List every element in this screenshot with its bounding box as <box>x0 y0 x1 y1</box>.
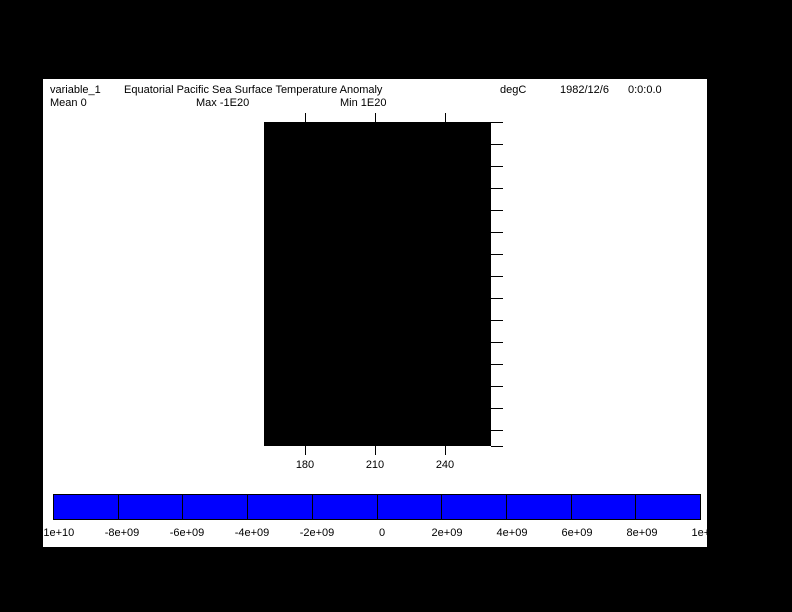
colorbar-label: 8e+09 <box>626 527 658 539</box>
x-axis-tick-top <box>375 113 376 122</box>
x-axis-tick-top <box>445 113 446 122</box>
colorbar-cell <box>572 495 637 519</box>
y-axis-tick <box>491 342 503 343</box>
x-axis-label-180: 180 <box>295 459 315 471</box>
y-axis-tick <box>491 408 503 409</box>
x-axis-tick-bottom <box>445 446 446 455</box>
colorbar-tick-labels <box>39 527 723 541</box>
colorbar-cell <box>119 495 184 519</box>
y-axis-tick <box>491 320 503 321</box>
variable-name-label: variable_1 <box>50 84 101 96</box>
colorbar-cell <box>248 495 313 519</box>
colorbar-label: 6e+09 <box>561 527 593 539</box>
date-label: 1982/12/6 <box>560 84 609 96</box>
colorbar-label: -6e+09 <box>169 527 205 539</box>
colorbar-cell <box>636 495 700 519</box>
y-axis-tick <box>491 298 503 299</box>
colorbar-label: -8e+09 <box>104 527 140 539</box>
mean-stat-label: Mean 0 <box>50 97 87 109</box>
y-axis-tick <box>491 446 503 447</box>
colorbar <box>53 494 701 520</box>
y-axis-tick <box>491 232 503 233</box>
x-axis-label-210: 210 <box>365 459 385 471</box>
y-axis-tick <box>491 166 503 167</box>
colorbar-cell <box>183 495 248 519</box>
colorbar-cell <box>313 495 378 519</box>
y-axis-tick <box>491 188 503 189</box>
data-field-panel <box>264 122 491 446</box>
y-axis-tick <box>491 254 503 255</box>
y-axis-tick <box>491 122 503 123</box>
y-axis-tick <box>491 430 503 431</box>
colorbar-label: -4e+09 <box>234 527 270 539</box>
colorbar-label: 0 <box>378 527 386 539</box>
x-axis-label-240: 240 <box>435 459 455 471</box>
colorbar-cell <box>54 495 119 519</box>
y-axis-tick <box>491 144 503 145</box>
colorbar-label: -2e+09 <box>299 527 335 539</box>
colorbar-label: 4e+09 <box>496 527 528 539</box>
x-axis-tick-bottom <box>375 446 376 455</box>
colorbar-cell <box>442 495 507 519</box>
colorbar-label: 2e+09 <box>431 527 463 539</box>
y-axis-tick <box>491 386 503 387</box>
colorbar-cell <box>378 495 443 519</box>
time-label: 0:0:0.0 <box>628 84 662 96</box>
colorbar-cell <box>507 495 572 519</box>
x-axis-tick-top <box>305 113 306 122</box>
colorbar-label: 1e+10 <box>691 527 723 539</box>
min-stat-label: Min 1E20 <box>340 97 387 109</box>
max-stat-label: Max -1E20 <box>196 97 250 109</box>
units-label: degC <box>500 84 527 96</box>
x-axis-tick-bottom <box>305 446 306 455</box>
page-title: Equatorial Pacific Sea Surface Temperature Anomaly <box>124 84 383 96</box>
y-axis-tick <box>491 364 503 365</box>
y-axis-tick <box>491 210 503 211</box>
colorbar-label: -1e+10 <box>39 527 75 539</box>
y-axis-tick <box>491 276 503 277</box>
